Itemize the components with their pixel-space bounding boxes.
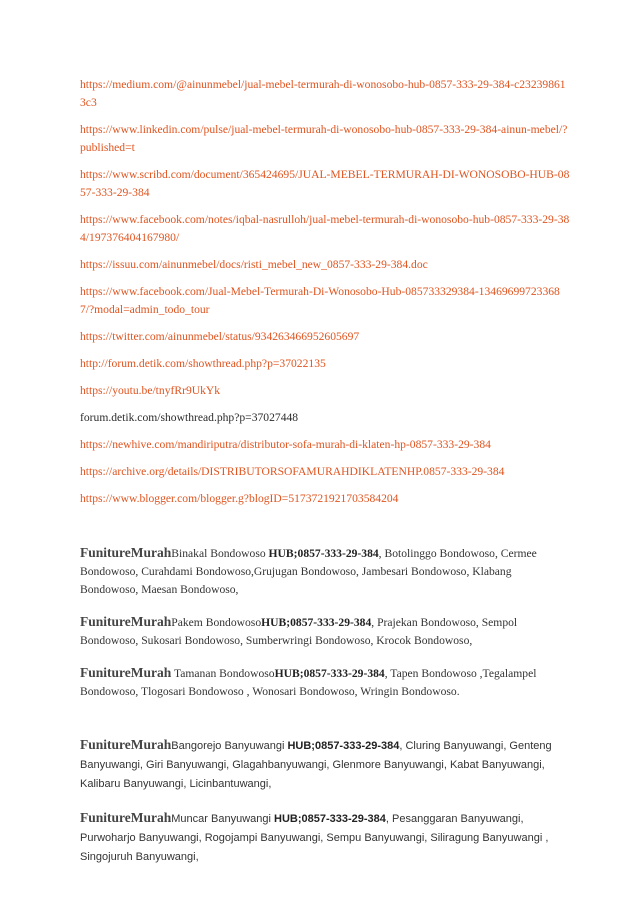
link-facebook-notes[interactable]: https://www.facebook.com/notes/iqbal-nasrulloh/jual-mebel-termurah-di-wonosobo-hub-0857-333-29-384/197376404167980/ <box>80 213 570 244</box>
link-forum-detik-1[interactable]: http://forum.detik.com/showthread.php?p=37022135 <box>80 357 326 370</box>
paragraph-bondowoso-2 <box>80 613 570 650</box>
paragraph-lead: Tamanan Bondowoso <box>171 667 275 680</box>
brand-name: FunitureMurah <box>80 614 172 629</box>
link-youtube[interactable]: https://youtu.be/tnyfRr9UkYk <box>80 384 221 397</box>
link-medium[interactable]: https://medium.com/@ainunmebel/jual-mebel-termurah-di-wonosobo-hub-0857-333-29-384-c232398613c3 <box>80 78 566 109</box>
phone-hub: HUB;0857-333-29-384 <box>274 813 386 825</box>
link-archive[interactable]: https://archive.org/details/DISTRIBUTORSOFAMURAHDIKLATENHP.0857-333-29-384 <box>80 465 505 478</box>
paragraph-lead: Binakal Bondowoso <box>171 547 269 560</box>
phone-hub: HUB;0857-333-29-384 <box>261 616 372 629</box>
link-list <box>80 76 570 508</box>
link-scribd[interactable]: https://www.scribd.com/document/365424695/JUAL-MEBEL-TERMURAH-DI-WONOSOBO-HUB-0857-333-29-384 <box>80 168 570 199</box>
paragraph-bondowoso-3 <box>80 664 570 701</box>
link-newhive[interactable]: https://newhive.com/mandiriputra/distributor-sofa-murah-di-klaten-hp-0857-333-29-384 <box>80 438 491 451</box>
paragraph-lead: Muncar Banyuwangi <box>171 813 274 825</box>
paragraph-banyuwangi-1 <box>80 735 570 794</box>
phone-hub: HUB;0857-333-29-384 <box>268 547 379 560</box>
paragraph-lead: Bangorejo Banyuwangi <box>171 740 288 752</box>
text-forum-detik-2: forum.detik.com/showthread.php?p=37027448 <box>80 411 299 424</box>
link-twitter[interactable]: https://twitter.com/ainunmebel/status/934263466952605697 <box>80 330 360 343</box>
brand-name: FunitureMurah <box>80 545 172 560</box>
paragraph-rest: , Pesanggaran Banyuwangi, Purwoharjo Banyuwangi, Rogojampi Banyuwangi, Sempu Banyuwangi, Siliragung Banyuwangi , Singojuruh Banyuwangi, <box>80 813 549 863</box>
paragraph-rest: , Tapen Bondowoso ,Tegalampel Bondowoso, Tlogosari Bondowoso , Wonosari Bondowoso, Wringin Bondowoso. <box>80 667 537 698</box>
paragraph-lead: Pakem Bondowoso <box>171 616 262 629</box>
brand-name: FunitureMurah <box>80 665 172 680</box>
paragraph-rest: , Cluring Banyuwangi, Genteng Banyuwangi, Giri Banyuwangi, Glagahbanyuwangi, Glenmore Banyuwangi, Kabat Banyuwangi, Kalibaru Banyuwangi, Licinbantuwangi, <box>80 740 552 790</box>
paragraph-rest: , Prajekan Bondowoso, Sempol Bondowoso, Sukosari Bondowoso, Sumberwringi Bondowoso, Krocok Bondowoso, <box>80 616 518 647</box>
page-content <box>80 76 570 881</box>
paragraph-rest: , Botolinggo Bondowoso, Cermee Bondowoso, Curahdami Bondowoso,Grujugan Bondowoso, Jambesari Bondowoso, Klabang Bondowoso, Maesan Bondowoso, <box>80 547 537 596</box>
link-issuu[interactable]: https://issuu.com/ainunmebel/docs/risti_mebel_new_0857-333-29-384.doc <box>80 258 428 271</box>
paragraph-banyuwangi-2 <box>80 808 570 867</box>
link-facebook-page[interactable]: https://www.facebook.com/Jual-Mebel-Termurah-Di-Wonosobo-Hub-085733329384-134696997233687/?modal=admin_todo_tour <box>80 285 560 316</box>
paragraph-bondowoso-1 <box>80 544 570 599</box>
link-blogger[interactable]: https://www.blogger.com/blogger.g?blogID=5173721921703584204 <box>80 492 399 505</box>
phone-hub: HUB;0857-333-29-384 <box>274 667 385 680</box>
phone-hub: HUB;0857-333-29-384 <box>287 740 400 752</box>
link-linkedin[interactable]: https://www.linkedin.com/pulse/jual-mebel-termurah-di-wonosobo-hub-0857-333-29-384-ainun-mebel/?published=t <box>80 123 568 154</box>
brand-name: FunitureMurah <box>80 737 172 752</box>
brand-name: FunitureMurah <box>80 810 172 825</box>
